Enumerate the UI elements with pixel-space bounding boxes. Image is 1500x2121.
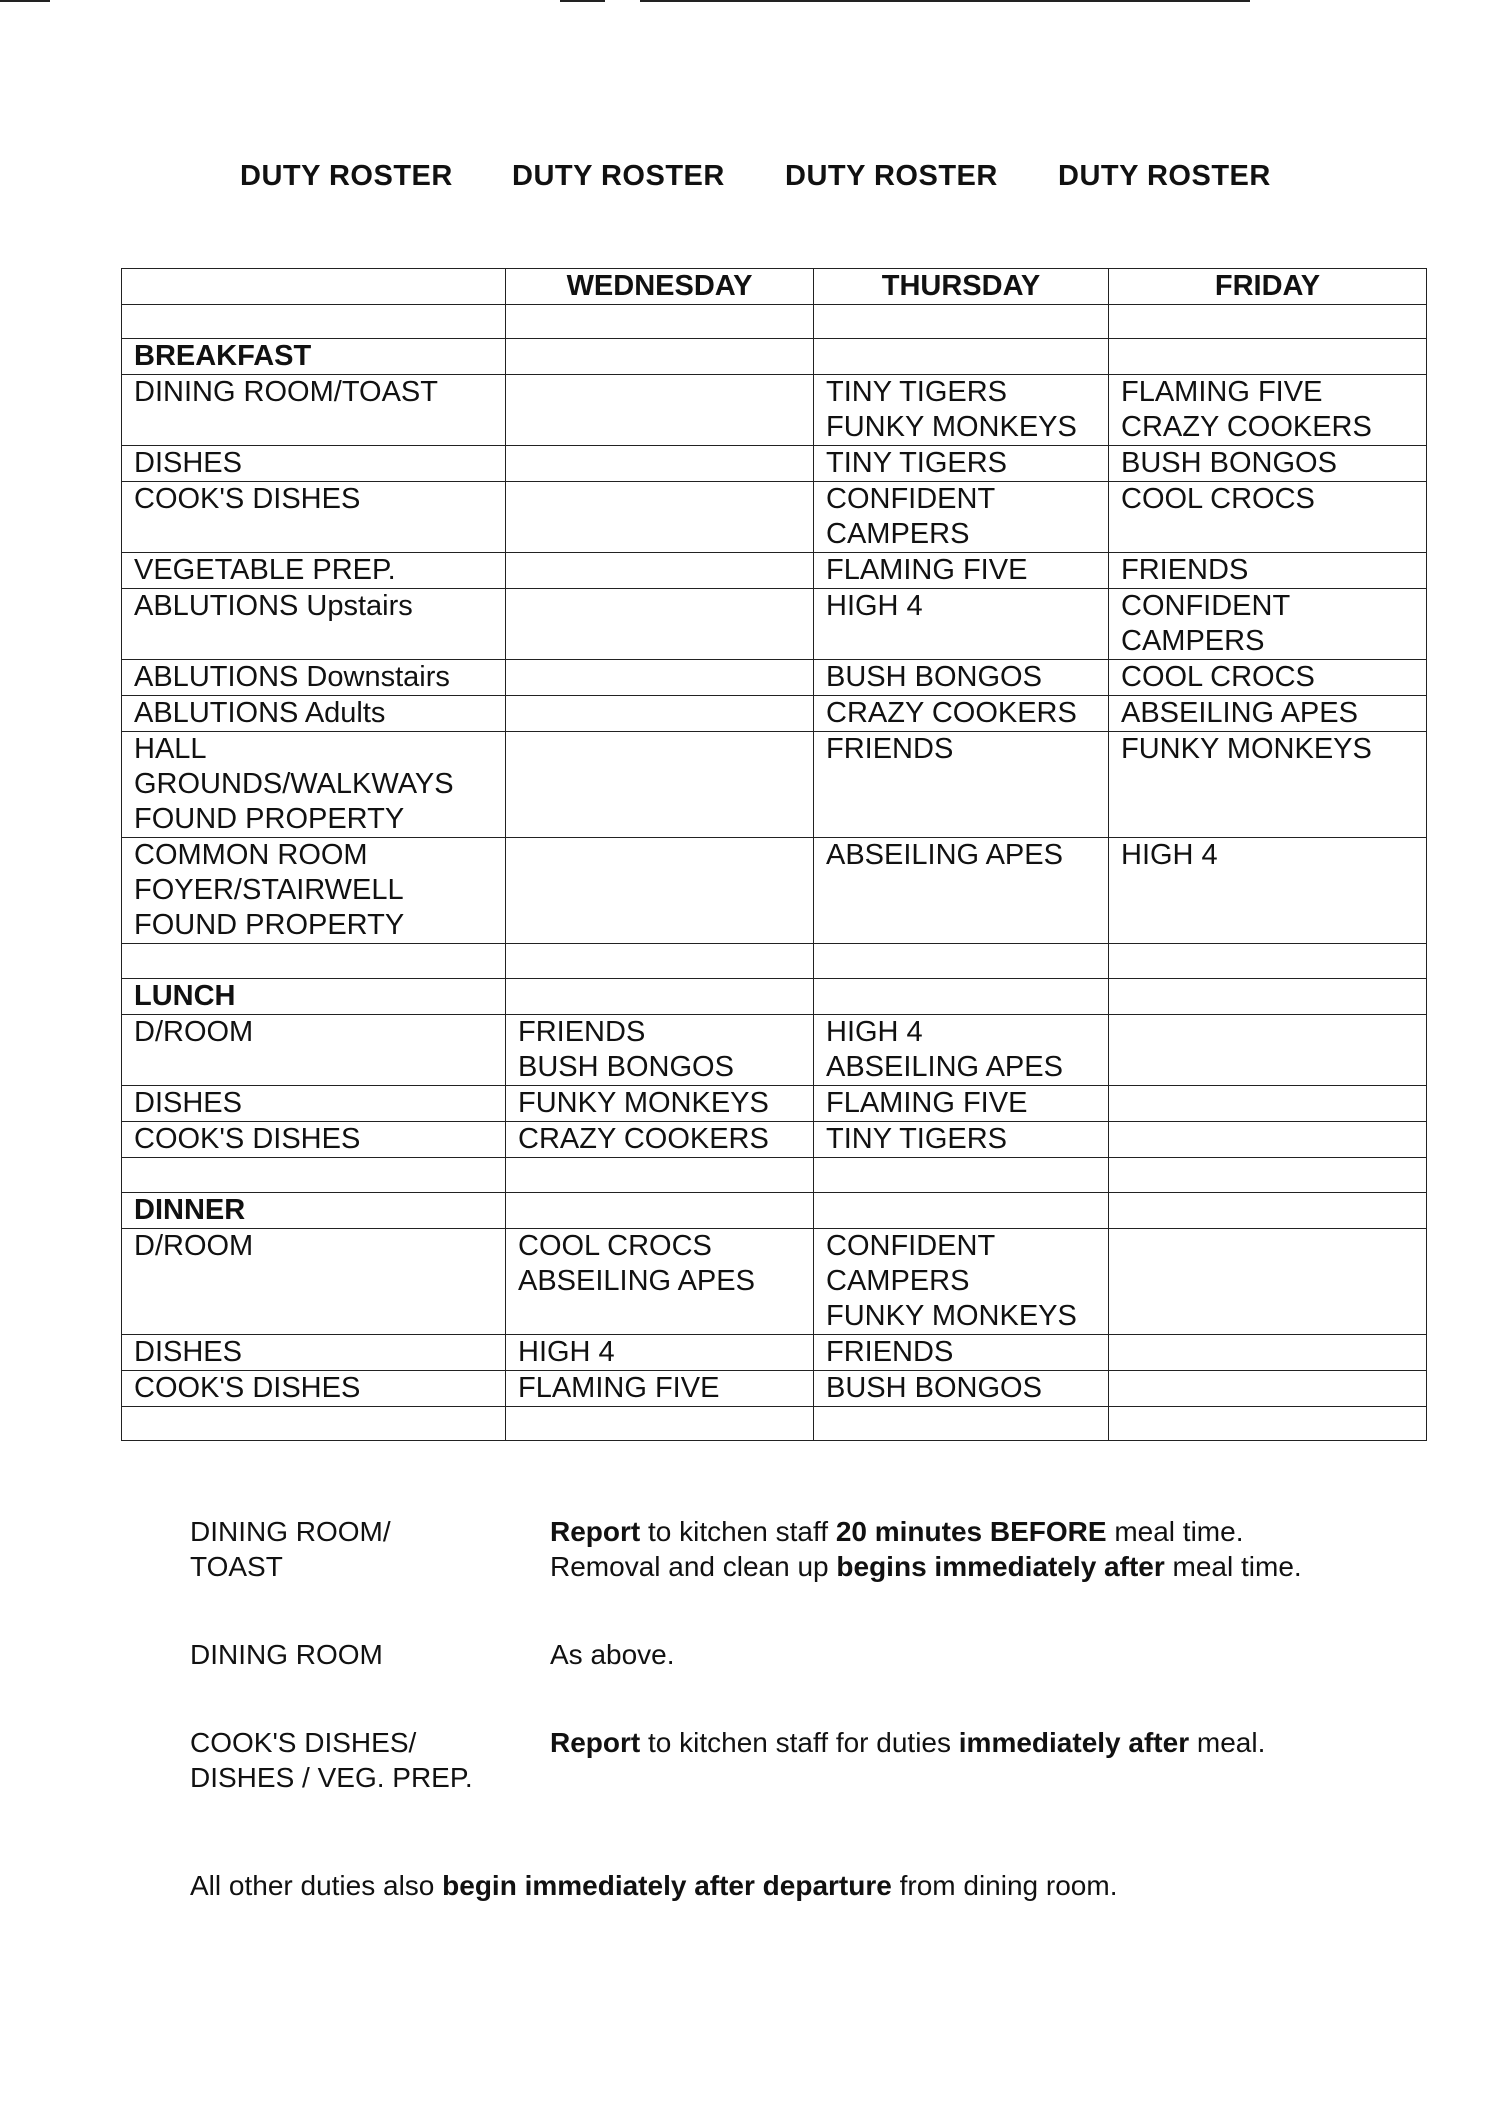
team-cell [506, 305, 814, 339]
team-cell [506, 446, 814, 482]
team-cell [814, 1158, 1109, 1193]
meal-section-label: BREAKFAST [122, 339, 506, 375]
duty-label [122, 1158, 506, 1193]
emphasis-text: Report [550, 1727, 641, 1758]
duty-label: ABLUTIONS Upstairs [122, 589, 506, 660]
emphasis-text: begins immediately after [836, 1551, 1165, 1582]
team-cell: FUNKY MONKEYS [506, 1086, 814, 1122]
team-cell: FRIENDS [814, 732, 1109, 838]
team-cell: COOL CROCS [1109, 482, 1427, 553]
team-cell [506, 553, 814, 589]
team-cell: TINY TIGERS FUNKY MONKEYS [814, 375, 1109, 446]
table-row [122, 696, 1427, 732]
final-note [190, 1868, 1117, 1903]
team-cell [1109, 1193, 1427, 1229]
emphasis-text: Report [550, 1516, 641, 1547]
duty-label [122, 944, 506, 979]
note-text-segment: meal time. [1164, 1551, 1302, 1582]
team-cell: BUSH BONGOS [814, 1371, 1109, 1407]
note-text-segment: All other duties also [190, 1870, 443, 1901]
note-text-segment: meal time. Removal and clean up [550, 1516, 1244, 1582]
note-text-segment: from dining room. [891, 1870, 1118, 1901]
duty-label: D/ROOM [122, 1015, 506, 1086]
meal-section-label: LUNCH [122, 979, 506, 1015]
duty-label: DISHES [122, 1335, 506, 1371]
header-cell-blank [122, 269, 506, 305]
team-cell: BUSH BONGOS [814, 660, 1109, 696]
emphasis-text: immediately after [958, 1727, 1190, 1758]
heading-duty-roster: DUTY ROSTER [240, 160, 453, 192]
team-cell: COOL CROCS [1109, 660, 1427, 696]
team-cell [1109, 1335, 1427, 1371]
team-cell [1109, 1158, 1427, 1193]
table-row [122, 944, 1427, 979]
note-text [550, 1637, 1330, 1672]
team-cell [1109, 1015, 1427, 1086]
team-cell [506, 1407, 814, 1441]
duty-label: DISHES [122, 446, 506, 482]
table-row [122, 660, 1427, 696]
table-row [122, 553, 1427, 589]
team-cell: HIGH 4 ABSEILING APES [814, 1015, 1109, 1086]
day-header: THURSDAY [814, 269, 1109, 305]
duty-label: ABLUTIONS Adults [122, 696, 506, 732]
table-row [122, 1371, 1427, 1407]
team-cell [506, 979, 814, 1015]
team-cell [506, 1158, 814, 1193]
duty-label: VEGETABLE PREP. [122, 553, 506, 589]
note-text [550, 1514, 1330, 1584]
table-header-row [122, 269, 1427, 305]
table-row [122, 1122, 1427, 1158]
team-cell [814, 305, 1109, 339]
team-cell [1109, 944, 1427, 979]
table-row [122, 1229, 1427, 1335]
emphasis-text: 20 minutes BEFORE [835, 1516, 1107, 1547]
meal-section-label: DINNER [122, 1193, 506, 1229]
team-cell [814, 979, 1109, 1015]
scan-mark [640, 0, 1250, 2]
table-row [122, 305, 1427, 339]
page-headings [0, 160, 1500, 200]
duty-label [122, 305, 506, 339]
team-cell [1109, 1086, 1427, 1122]
team-cell: FRIENDS BUSH BONGOS [506, 1015, 814, 1086]
duty-label: COMMON ROOM FOYER/STAIRWELL FOUND PROPERTY [122, 838, 506, 944]
team-cell [1109, 1229, 1427, 1335]
note-label: DINING ROOM/ TOAST [190, 1516, 391, 1582]
note-text-segment: to kitchen staff [640, 1516, 836, 1547]
duty-label: COOK'S DISHES [122, 482, 506, 553]
team-cell [814, 1407, 1109, 1441]
section-row [122, 1193, 1427, 1229]
team-cell: CRAZY COOKERS [506, 1122, 814, 1158]
team-cell [1109, 1371, 1427, 1407]
duty-roster-table [121, 268, 1427, 1441]
team-cell: CRAZY COOKERS [814, 696, 1109, 732]
team-cell [1109, 339, 1427, 375]
team-cell [1109, 1122, 1427, 1158]
table-row [122, 732, 1427, 838]
team-cell [1109, 305, 1427, 339]
scan-mark [0, 0, 50, 2]
section-row [122, 979, 1427, 1015]
team-cell [814, 339, 1109, 375]
table-row [122, 1158, 1427, 1193]
table-row [122, 375, 1427, 446]
team-cell [506, 732, 814, 838]
duty-label: D/ROOM [122, 1229, 506, 1335]
team-cell [814, 1193, 1109, 1229]
team-cell: TINY TIGERS [814, 1122, 1109, 1158]
note-text [550, 1725, 1330, 1760]
table-row [122, 446, 1427, 482]
emphasis-text: begin immediately after departure [442, 1870, 892, 1901]
note-label: DINING ROOM [190, 1639, 383, 1670]
team-cell: ABSEILING APES [1109, 696, 1427, 732]
team-cell [1109, 979, 1427, 1015]
team-cell: HIGH 4 [814, 589, 1109, 660]
team-cell [506, 838, 814, 944]
team-cell: FLAMING FIVE [506, 1371, 814, 1407]
team-cell [814, 944, 1109, 979]
team-cell [506, 482, 814, 553]
team-cell: FLAMING FIVE [814, 553, 1109, 589]
team-cell: FUNKY MONKEYS [1109, 732, 1427, 838]
team-cell: FLAMING FIVE [814, 1086, 1109, 1122]
duty-label: HALL GROUNDS/WALKWAYS FOUND PROPERTY [122, 732, 506, 838]
team-cell [506, 589, 814, 660]
team-cell: HIGH 4 [1109, 838, 1427, 944]
day-header: WEDNESDAY [506, 269, 814, 305]
note-text-segment: to kitchen staff for duties [640, 1727, 959, 1758]
team-cell: FLAMING FIVE CRAZY COOKERS [1109, 375, 1427, 446]
table-row [122, 1335, 1427, 1371]
table-row [122, 482, 1427, 553]
duty-label: DINING ROOM/TOAST [122, 375, 506, 446]
team-cell [506, 339, 814, 375]
team-cell: TINY TIGERS [814, 446, 1109, 482]
team-cell: CONFIDENT CAMPERS [1109, 589, 1427, 660]
team-cell: FRIENDS [814, 1335, 1109, 1371]
team-cell: CONFIDENT CAMPERS FUNKY MONKEYS [814, 1229, 1109, 1335]
team-cell [506, 696, 814, 732]
scan-mark [560, 0, 605, 2]
team-cell: FRIENDS [1109, 553, 1427, 589]
table-row [122, 838, 1427, 944]
team-cell: CONFIDENT CAMPERS [814, 482, 1109, 553]
team-cell [506, 660, 814, 696]
team-cell: BUSH BONGOS [1109, 446, 1427, 482]
team-cell: ABSEILING APES [814, 838, 1109, 944]
team-cell [506, 944, 814, 979]
team-cell: HIGH 4 [506, 1335, 814, 1371]
heading-duty-roster: DUTY ROSTER [512, 160, 725, 192]
duty-label: COOK'S DISHES [122, 1122, 506, 1158]
heading-duty-roster: DUTY ROSTER [785, 160, 998, 192]
duty-label: DISHES [122, 1086, 506, 1122]
table-row [122, 1407, 1427, 1441]
team-cell [506, 375, 814, 446]
note-text-segment: meal. [1189, 1727, 1266, 1758]
table-row [122, 1015, 1427, 1086]
duty-label: COOK'S DISHES [122, 1371, 506, 1407]
team-cell [1109, 1407, 1427, 1441]
table-row [122, 589, 1427, 660]
table-row [122, 1086, 1427, 1122]
team-cell [506, 1193, 814, 1229]
section-row [122, 339, 1427, 375]
heading-duty-roster: DUTY ROSTER [1058, 160, 1271, 192]
team-cell: COOL CROCS ABSEILING APES [506, 1229, 814, 1335]
day-header: FRIDAY [1109, 269, 1427, 305]
duty-label [122, 1407, 506, 1441]
note-label: COOK'S DISHES/ DISHES / VEG. PREP. [190, 1727, 473, 1793]
note-text-segment: As above. [550, 1639, 675, 1670]
duty-label: ABLUTIONS Downstairs [122, 660, 506, 696]
